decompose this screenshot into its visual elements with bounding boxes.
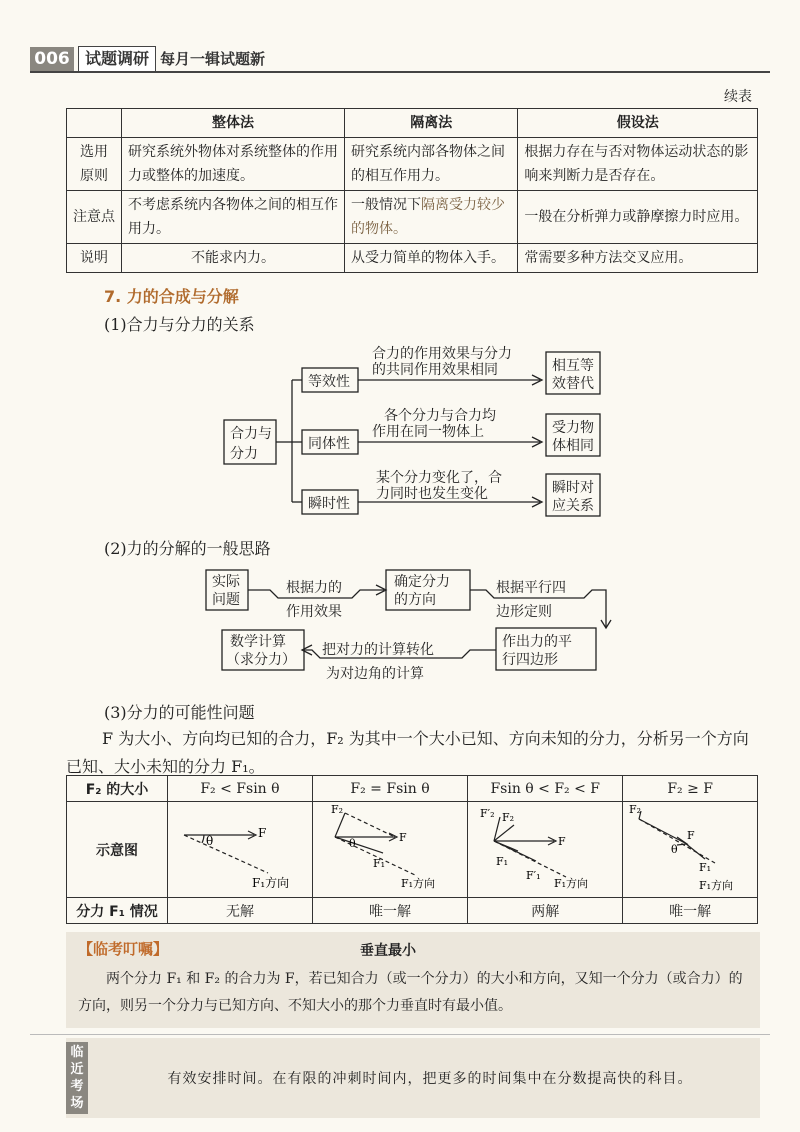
branch-desc: 的共同作用效果相同 xyxy=(372,362,498,378)
header-rule xyxy=(30,71,770,73)
table-cell: 不考虑系统内各物体之间的相互作用力。 xyxy=(122,191,345,244)
section-7-title: 7. 力的合成与分解 xyxy=(104,287,239,306)
flow-label: （求分力） xyxy=(226,652,296,668)
row-header: F₂ 的大小 xyxy=(67,776,168,802)
footer-side-label: 临 近 考 场 xyxy=(66,1042,88,1114)
branch-desc: 合力的作用效果与分力 xyxy=(372,346,512,362)
f1-direction-label: F₁方向 xyxy=(699,878,734,892)
table-cell: 根据力存在与否对物体运动状态的影响来判断力是否存在。 xyxy=(518,138,758,191)
decomposition-table xyxy=(66,775,758,924)
outcome-cell: 无解 xyxy=(168,898,313,924)
col-header: 隔离法 xyxy=(345,109,518,138)
note-text: 两个分力 F₁ 和 F₂ 的合力为 F，若已知合力（或一个分力）的大小和方向，又知一个分力（或合力）的方向，则另一个分力与已知方向、不知大小的那个力垂直时有最小值。 xyxy=(78,971,743,1014)
branch-label: 等效性 xyxy=(308,374,350,390)
problem-text: F 为大小、方向均已知的合力，F₂ 为其中一个大小已知、方向未知的分力，分析另一个方向已知、大小未知的分力 F₁。 xyxy=(66,729,749,776)
result-label: 应关系 xyxy=(552,498,594,514)
result-label: 效替代 xyxy=(552,376,594,392)
decomposition-flow xyxy=(0,558,800,688)
f1-label: F₁ xyxy=(699,860,712,874)
f2-label: F₂ xyxy=(502,810,515,824)
note-title: 【临考叮嘱】 xyxy=(78,940,169,958)
vector-diagram-3 xyxy=(470,803,620,893)
flow-label: 行四边形 xyxy=(502,652,558,668)
f-label: F xyxy=(257,825,267,840)
result-label: 受力物 xyxy=(552,420,594,436)
methods-table xyxy=(66,108,758,273)
condition-cell: F₂ ≥ F xyxy=(623,776,758,802)
result-label: 相互等 xyxy=(552,358,594,374)
result-label: 体相同 xyxy=(552,438,594,454)
table-cell: 不能求内力。 xyxy=(122,244,345,273)
flow-label: 边形定则 xyxy=(496,604,552,620)
f1-label: F₁ xyxy=(373,856,386,870)
f1-direction-label: F₁方向 xyxy=(554,876,589,890)
sub-heading-2: (2)力的分解的一般思路 xyxy=(104,539,271,558)
flow-label: 作出力的平 xyxy=(502,634,572,650)
vector-diagram-4 xyxy=(625,803,755,893)
branch-label: 同体性 xyxy=(308,436,350,452)
flow-label: 的方向 xyxy=(394,592,436,608)
vector-diagram-1 xyxy=(170,803,310,893)
f-label: F xyxy=(687,828,695,842)
row-header: 选用 原则 xyxy=(67,138,122,191)
problem-paragraph xyxy=(66,725,760,781)
flow-label: 把对力的计算转化 xyxy=(322,642,434,658)
theta-label: θ xyxy=(671,842,678,856)
flow-label: 数学计算 xyxy=(230,634,286,650)
table-cell: 从受力简单的物体入手。 xyxy=(345,244,518,273)
col-header: 假设法 xyxy=(518,109,758,138)
flow-label: 确定分力 xyxy=(394,574,450,590)
condition-cell: F₂ = Fsin θ xyxy=(312,776,467,802)
outcome-cell: 唯一解 xyxy=(623,898,758,924)
result-label: 瞬时对 xyxy=(552,480,594,496)
continued-label: 续表 xyxy=(724,89,752,105)
row-header: 分力 F₁ 情况 xyxy=(67,898,168,924)
flow-label: 为对边角的计算 xyxy=(326,666,424,682)
flow-label: 作用效果 xyxy=(286,604,342,620)
table-cell: 一般在分析弹力或静摩擦力时应用。 xyxy=(518,191,758,244)
footer-rule xyxy=(30,1034,770,1035)
note-heading: 垂直最小 xyxy=(360,943,416,959)
row-header: 注意点 xyxy=(67,191,122,244)
outcome-cell: 唯一解 xyxy=(312,898,467,924)
col-header: 整体法 xyxy=(122,109,345,138)
composition-diagram xyxy=(0,330,800,530)
branch-desc: 作用在同一物体上 xyxy=(372,424,484,440)
branch-desc: 某个分力变化了，合 xyxy=(376,470,502,486)
diagram-cell xyxy=(312,802,467,898)
flow-label: 根据平行四 xyxy=(496,580,566,596)
root-label: 分力 xyxy=(230,446,258,462)
flow-label: 实际 xyxy=(212,574,240,590)
flow-label: 根据力的 xyxy=(286,580,342,596)
f2-prime-label: F′₂ xyxy=(480,806,495,820)
branch-desc: 各个分力与合力均 xyxy=(384,408,496,424)
table-cell: 研究系统外物体对系统整体的作用力或整体的加速度。 xyxy=(122,138,345,191)
diagram-cell xyxy=(168,802,313,898)
outcome-cell: 两解 xyxy=(468,898,623,924)
f1-prime-label: F′₁ xyxy=(526,868,541,882)
corner-cell xyxy=(67,109,122,138)
cell-text: 一般情况下 xyxy=(351,197,422,213)
footer-text: 有效安排时间。在有限的冲刺时间内，把更多的时间集中在分数提高快的科目。 xyxy=(167,1071,693,1087)
vector-diagram-2 xyxy=(315,803,465,893)
table-cell: 研究系统内部各物体之间的相互作用力。 xyxy=(345,138,518,191)
f1-direction-label: F₁方向 xyxy=(251,875,290,890)
sub-heading-3: (3)分力的可能性问题 xyxy=(104,703,255,722)
page-number: 006 xyxy=(30,47,74,71)
f1-direction-label: F₁方向 xyxy=(401,876,436,890)
header-slogan: 每月一辑试题新 xyxy=(160,50,266,68)
section-title: 试题调研 xyxy=(78,46,156,72)
condition-cell: F₂ < Fsin θ xyxy=(168,776,313,802)
row-header: 示意图 xyxy=(67,802,168,898)
f1-label: F₁ xyxy=(496,854,509,868)
note-body xyxy=(78,966,754,1020)
row-header: 说明 xyxy=(67,244,122,273)
condition-cell: Fsin θ < F₂ < F xyxy=(468,776,623,802)
theta-label: θ xyxy=(349,836,356,850)
diagram-cell xyxy=(623,802,758,898)
f2-label: F₂ xyxy=(629,802,642,816)
sub-heading-1: (1)合力与分力的关系 xyxy=(104,315,255,334)
f2-label: F₂ xyxy=(331,802,344,816)
diagram-cell xyxy=(468,802,623,898)
branch-desc: 力同时也发生变化 xyxy=(376,486,488,502)
highlight-text: 隔离受力较少的物体。 xyxy=(351,197,506,237)
f-label: F xyxy=(558,834,566,848)
root-label: 合力与 xyxy=(230,426,272,442)
table-cell: 常需要多种方法交叉应用。 xyxy=(518,244,758,273)
f-label: F xyxy=(399,830,407,844)
flow-label: 问题 xyxy=(212,592,240,608)
theta-label: θ xyxy=(205,833,214,848)
table-cell xyxy=(345,191,518,244)
branch-label: 瞬时性 xyxy=(308,496,350,512)
